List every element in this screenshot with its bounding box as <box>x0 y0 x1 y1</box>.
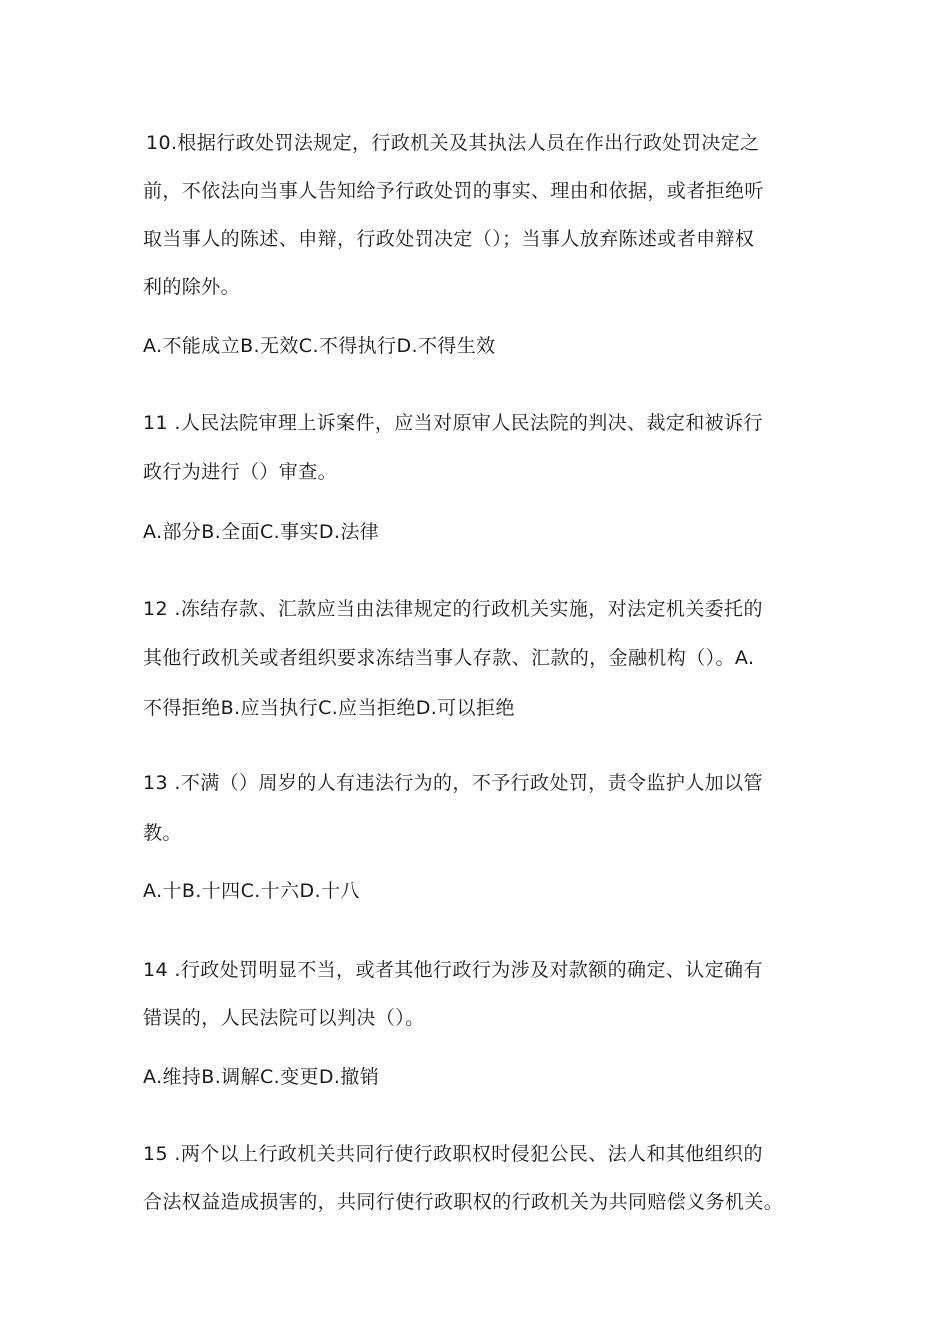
question-13-options: A.十B.十四C.十六D.十八 <box>143 880 360 902</box>
question-15-line-2: 合法权益造成损害的，共同行使行政职权的行政机关为共同赔偿义务机关。 <box>143 1191 784 1213</box>
question-15-line-1: 15 .两个以上行政机关共同行使行政职权时侵犯公民、法人和其他组织的 <box>143 1143 763 1165</box>
question-12-line-1: 12 .冻结存款、汇款应当由法律规定的行政机关实施，对法定机关委托的 <box>143 598 763 620</box>
question-11-line-1: 11 .人民法院审理上诉案件，应当对原审人民法院的判决、裁定和被诉行 <box>143 412 763 434</box>
question-12-line-2: 其他行政机关或者组织要求冻结当事人存款、汇款的，金融机构（）。A. <box>143 647 755 669</box>
question-10-line-2: 前，不依法向当事人告知给予行政处罚的事实、理由和依据，或者拒绝听 <box>143 180 764 202</box>
question-14-line-2: 错误的，人民法院可以判决（）。 <box>143 1007 425 1029</box>
question-10-line-1: 10.根据行政处罚法规定，行政机关及其执法人员在作出行政处罚决定之 <box>146 132 760 154</box>
question-13-line-1: 13 .不满（）周岁的人有违法行为的，不予行政处罚，责令监护人加以管 <box>143 772 763 794</box>
question-13-line-2: 教。 <box>143 822 182 844</box>
question-11-line-2: 政行为进行（）审查。 <box>143 461 338 483</box>
question-14-options: A.维持B.调解C.变更D.撤销 <box>143 1066 380 1088</box>
question-12-line-3: 不得拒绝B.应当执行C.应当拒绝D.可以拒绝 <box>143 697 515 719</box>
question-10-line-3: 取当事人的陈述、申辩，行政处罚决定（）；当事人放弃陈述或者申辩权 <box>143 228 755 250</box>
question-11-options: A.部分B.全面C.事实D.法律 <box>143 521 380 543</box>
question-10-line-4: 利的除外。 <box>143 276 241 298</box>
question-10-options: A.不能成立B.无效C.不得执行D.不得生效 <box>143 335 496 357</box>
question-14-line-1: 14 .行政处罚明显不当，或者其他行政行为涉及对款额的确定、认定确有 <box>143 959 763 981</box>
